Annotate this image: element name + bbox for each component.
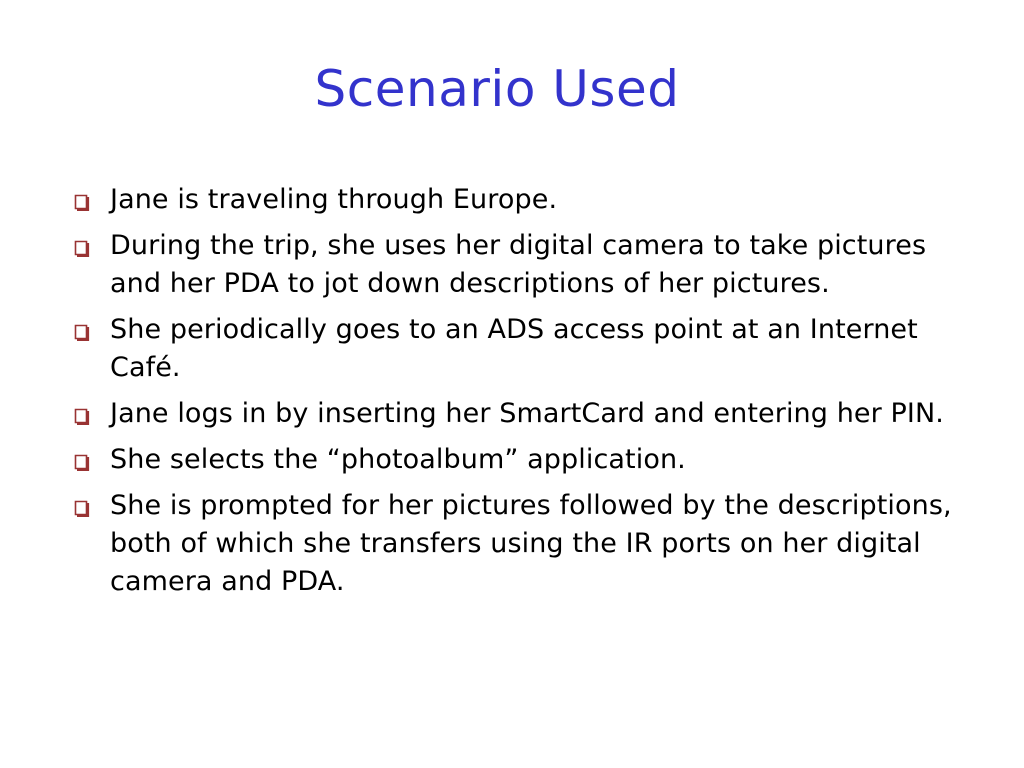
hollow-square-bullet-icon — [72, 487, 110, 525]
bullet-item — [72, 395, 952, 433]
hollow-square-bullet-icon — [72, 395, 110, 433]
bullet-text: She is prompted for her pictures followed by the descriptions, both of which she transfers using the IR ports on her digital camera and PDA. — [110, 490, 952, 597]
slide-title: Scenario Used — [314, 60, 680, 118]
bullet-item — [72, 227, 952, 303]
bullet-text: Jane is traveling through Europe. — [110, 184, 558, 215]
bullet-text: Jane logs in by inserting her SmartCard and entering her PIN. — [110, 398, 944, 429]
bullet-item — [72, 487, 952, 601]
hollow-square-bullet-icon — [72, 227, 110, 265]
hollow-square-bullet-icon — [72, 181, 110, 219]
hollow-square-bullet-icon — [72, 441, 110, 479]
bullet-text: During the trip, she uses her digital camera to take pictures and her PDA to jot down descriptions of her pictures. — [110, 230, 927, 299]
bullet-text: She periodically goes to an ADS access point at an Internet Café. — [110, 314, 918, 383]
bullet-text: She selects the “photoalbum” application. — [110, 444, 686, 475]
bullet-item — [72, 181, 952, 219]
bullet-item — [72, 311, 952, 387]
bullet-list — [72, 181, 952, 609]
bullet-item — [72, 441, 952, 479]
hollow-square-bullet-icon — [72, 311, 110, 349]
